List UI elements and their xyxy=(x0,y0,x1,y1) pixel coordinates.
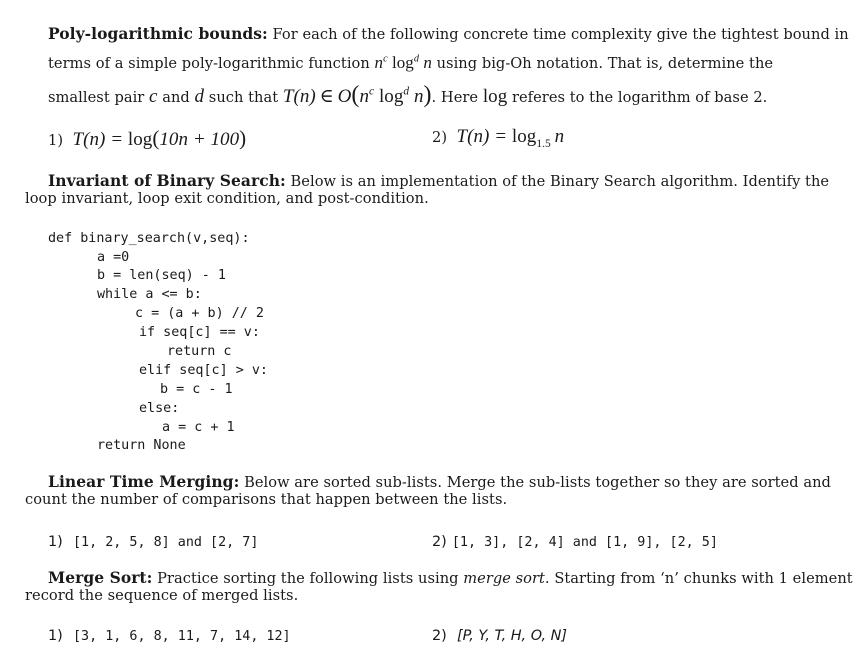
code-line: b = c - 1 xyxy=(160,382,233,397)
poly-item-2-num: 2) xyxy=(432,129,448,146)
merge-linear-item-1-lists: [1, 2, 5, 8] and [2, 7] xyxy=(72,535,259,550)
poly-line-2a: terms of a simple poly-logarithmic function xyxy=(48,55,370,72)
binary-heading: Invariant of Binary Search: xyxy=(48,171,286,190)
poly-item-2 xyxy=(432,126,564,150)
poly-line-2b: using big-Oh notation. That is, determine the xyxy=(436,55,774,72)
code-line: return c xyxy=(167,344,232,359)
poly-line-3a: smallest pair xyxy=(48,89,145,106)
poly-line-1-text: For each of the following concrete time complexity give the tightest bound in xyxy=(272,26,849,43)
code-line: b = len(seq) - 1 xyxy=(97,268,226,283)
poly-line-3d: . Here xyxy=(431,89,479,106)
log-arg: n xyxy=(554,126,565,147)
poly-line-3b: and xyxy=(162,89,190,106)
poly-item-2-expr: $T(n) = \log_{1.5} n$ xyxy=(456,126,565,150)
log-word: log xyxy=(482,86,508,107)
binary-line-1 xyxy=(48,171,829,190)
poly-item-1-num: 1) xyxy=(48,132,64,149)
poly-item-1-expr: T(n) = log(10n + 100) xyxy=(72,126,247,150)
log-base: 1.5 xyxy=(536,137,551,150)
poly-line-3c: such that xyxy=(208,89,279,106)
code-line: else: xyxy=(139,401,180,416)
merge-sort-line-2: record the sequence of merged lists. xyxy=(25,587,299,604)
merge-sort-item-2 xyxy=(432,625,567,644)
merge-linear-line-2: count the number of comparisons that happen between the lists. xyxy=(25,491,508,508)
poly-line-2 xyxy=(48,53,773,73)
poly-line-1 xyxy=(48,24,849,43)
binary-line-2: loop invariant, loop exit condition, and post-condition. xyxy=(25,190,429,207)
code-line: while a <= b: xyxy=(97,287,202,302)
merge-linear-line-1-text: Below are sorted sub-lists. Merge the sub-lists together so they are sorted and xyxy=(244,474,831,491)
bigoh-formula: T(n) ∈ $O(n^c$ $\log^d n$) xyxy=(282,82,432,108)
code-line: return None xyxy=(97,438,186,453)
code-line: def binary_search(v,seq): xyxy=(48,231,250,246)
poly-function-formula: $n^c$ $\log^d n$ xyxy=(374,53,432,72)
merge-linear-heading: Linear Time Merging: xyxy=(48,472,240,491)
merge-sort-item-1-list: [3, 1, 6, 8, 11, 7, 14, 12] xyxy=(72,629,291,644)
code-line: elif seq[c] > v: xyxy=(139,363,268,378)
merge-sort-line-1 xyxy=(48,568,853,587)
code-line: a = c + 1 xyxy=(162,420,235,435)
merge-sort-line-1c: Starting from ‘n’ chunks with 1 element xyxy=(554,570,853,587)
merge-linear-item-1 xyxy=(48,531,258,550)
poly-item-1 xyxy=(48,126,246,151)
merge-sort-item-2-num: 2) xyxy=(432,628,447,644)
poly-line-3 xyxy=(48,82,767,109)
binary-line-1-text: Below is an implementation of the Binary Search algorithm. Identify the xyxy=(290,173,830,190)
merge-sort-item-2-list: [P, Y, T, H, O, N] xyxy=(456,628,567,644)
merge-linear-item-2-num: 2) xyxy=(432,534,447,550)
merge-sort-item-1 xyxy=(48,625,291,644)
merge-linear-item-2 xyxy=(432,531,718,550)
merge-sort-heading: Merge Sort: xyxy=(48,568,153,587)
code-line: c = (a + b) // 2 xyxy=(135,306,264,321)
poly-line-3e: referes to the logarithm of base 2. xyxy=(511,89,768,106)
merge-linear-item-1-num: 1) xyxy=(48,534,63,550)
poly-heading: Poly-logarithmic bounds: xyxy=(48,24,268,43)
merge-sort-item-1-num: 1) xyxy=(48,628,63,644)
code-line: a =0 xyxy=(97,250,130,265)
var-d: d xyxy=(194,86,205,107)
merge-linear-line-1 xyxy=(48,472,831,491)
merge-linear-item-2-lists: [1, 3], [2, 4] and [1, 9], [2, 5] xyxy=(451,535,718,550)
merge-sort-line-1a: Practice sorting the following lists using xyxy=(157,570,459,587)
merge-sort-emphasis: merge sort. xyxy=(463,570,550,587)
code-line: if seq[c] == v: xyxy=(139,325,260,340)
var-c: c xyxy=(149,86,158,107)
